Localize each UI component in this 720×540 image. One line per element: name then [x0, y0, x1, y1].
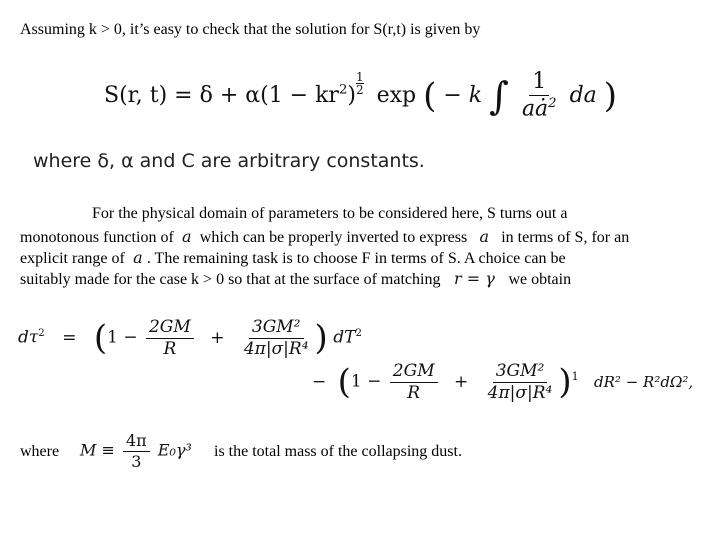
eq2-t3-den: R: [407, 382, 421, 403]
para-line-2: [20, 227, 629, 248]
eq1-frac-num: 1: [529, 70, 549, 96]
eq2-frac-1: [146, 318, 194, 358]
where-mass-label: where: [20, 443, 60, 460]
para-l3b: . The remaining task is to choose F in terms of S. A choice can be: [146, 250, 566, 267]
eq1-half-den: 2: [355, 82, 364, 97]
constants-note: where δ, α and C are arbitrary constants.: [33, 150, 425, 172]
eq1-minus-k: − k: [443, 82, 483, 108]
equation-solution: S(r, $t) = \delta + \alpha(1 - kr^2)$ $^{\frac{1}{2}}$ exp ( − k ∫ $\frac{1}{aȧ^2}$ da ): [104, 69, 618, 122]
eq2-frac-4: [485, 362, 556, 402]
eq1-sq: 2: [338, 82, 348, 98]
eq1-frac-den-sup: 2: [548, 96, 557, 112]
eq2-plus: +: [210, 327, 225, 348]
integral-sign: ∫: [489, 73, 509, 118]
eq2-t2-num: 3GM²: [249, 318, 304, 339]
eq2-plus-2: +: [454, 371, 469, 392]
mass-frac-den: 3: [131, 451, 142, 471]
eq2-tail: dR² − R²dΩ²,: [594, 372, 694, 391]
eq2-t3-num: 2GM: [390, 362, 438, 383]
mass-frac: [123, 432, 150, 470]
para-l2a: monotonous function of: [20, 229, 174, 246]
para-l2b: which can be properly inverted to express: [199, 229, 468, 246]
mass-M: M ≡: [80, 440, 115, 460]
mass-frac-num: 4π: [123, 432, 150, 452]
eq2-lhs: dτ: [18, 327, 39, 348]
eq2-exp-sup: 1: [571, 370, 579, 384]
eq1-half-num: 1: [355, 69, 364, 84]
para-line-1: For the physical domain of parameters to be considered here, S turns out a: [92, 205, 568, 222]
para-l3a: explicit range of: [20, 250, 125, 267]
eq2-t4-num: 3GM²: [493, 362, 548, 383]
eq2-frac-3: [390, 362, 438, 402]
eq2-lhs-sup: 2: [38, 328, 45, 340]
eq1-fraction: [519, 70, 560, 122]
eq2-t1-den: R: [163, 338, 177, 359]
eq2-minus: −: [312, 371, 327, 392]
eq2-one-2: 1 −: [350, 371, 382, 392]
eq1-frac-den: aȧ: [521, 96, 549, 122]
para-l4b: we obtain: [508, 271, 572, 288]
para-line-4: [20, 269, 571, 290]
intro-sentence: Assuming k > 0, it’s easy to check that the solution for S(r,t) is given by: [20, 21, 481, 38]
metric-line-1: $d\tau^2 = (1$ − $\frac{2GM}{R}$ + $\frac{\text{3GM²}}{\text{4π|σ|R⁴}}$ ) $dT^2$: [18, 317, 362, 359]
eq2-t4-den: 4π|σ|R⁴: [487, 382, 553, 403]
eq2-frac-2: [241, 318, 312, 358]
eq2-t2-den: 4π|σ|R⁴: [243, 338, 309, 359]
eq2-equals: =: [62, 327, 77, 348]
var-a-3: a: [133, 248, 143, 267]
matching-surface: r = γ: [454, 269, 495, 288]
eq1-da: da: [569, 82, 597, 108]
eq2-dT: dT: [333, 327, 356, 348]
eq2-t1-num: 2GM: [146, 318, 194, 339]
mass-rest: E₀γ³: [157, 440, 192, 460]
eq1-exp: exp: [376, 82, 417, 108]
mass-description: is the total mass of the collapsing dust.: [214, 443, 462, 460]
var-a-1: a: [181, 227, 192, 246]
mass-definition: [80, 432, 192, 470]
eq2-dT-sup: 2: [355, 328, 362, 340]
para-l2c: in terms of S, for an: [501, 229, 630, 246]
eq2-one: 1 −: [107, 327, 138, 348]
para-line-3: [20, 248, 566, 269]
para-l4a: suitably made for the case k > 0 so that at the surface of matching: [20, 271, 441, 288]
eq1-lhs: S(r, t) = δ + α(1 − kr: [104, 82, 339, 108]
var-a-2: a: [479, 227, 489, 246]
metric-line-2: − (1 − $\frac{2GM}{R}$ + $\frac{\text{3GM²}}{\text{4π|σ|R⁴}}$ )$^1$ dR² − R²dΩ²,: [312, 361, 694, 403]
